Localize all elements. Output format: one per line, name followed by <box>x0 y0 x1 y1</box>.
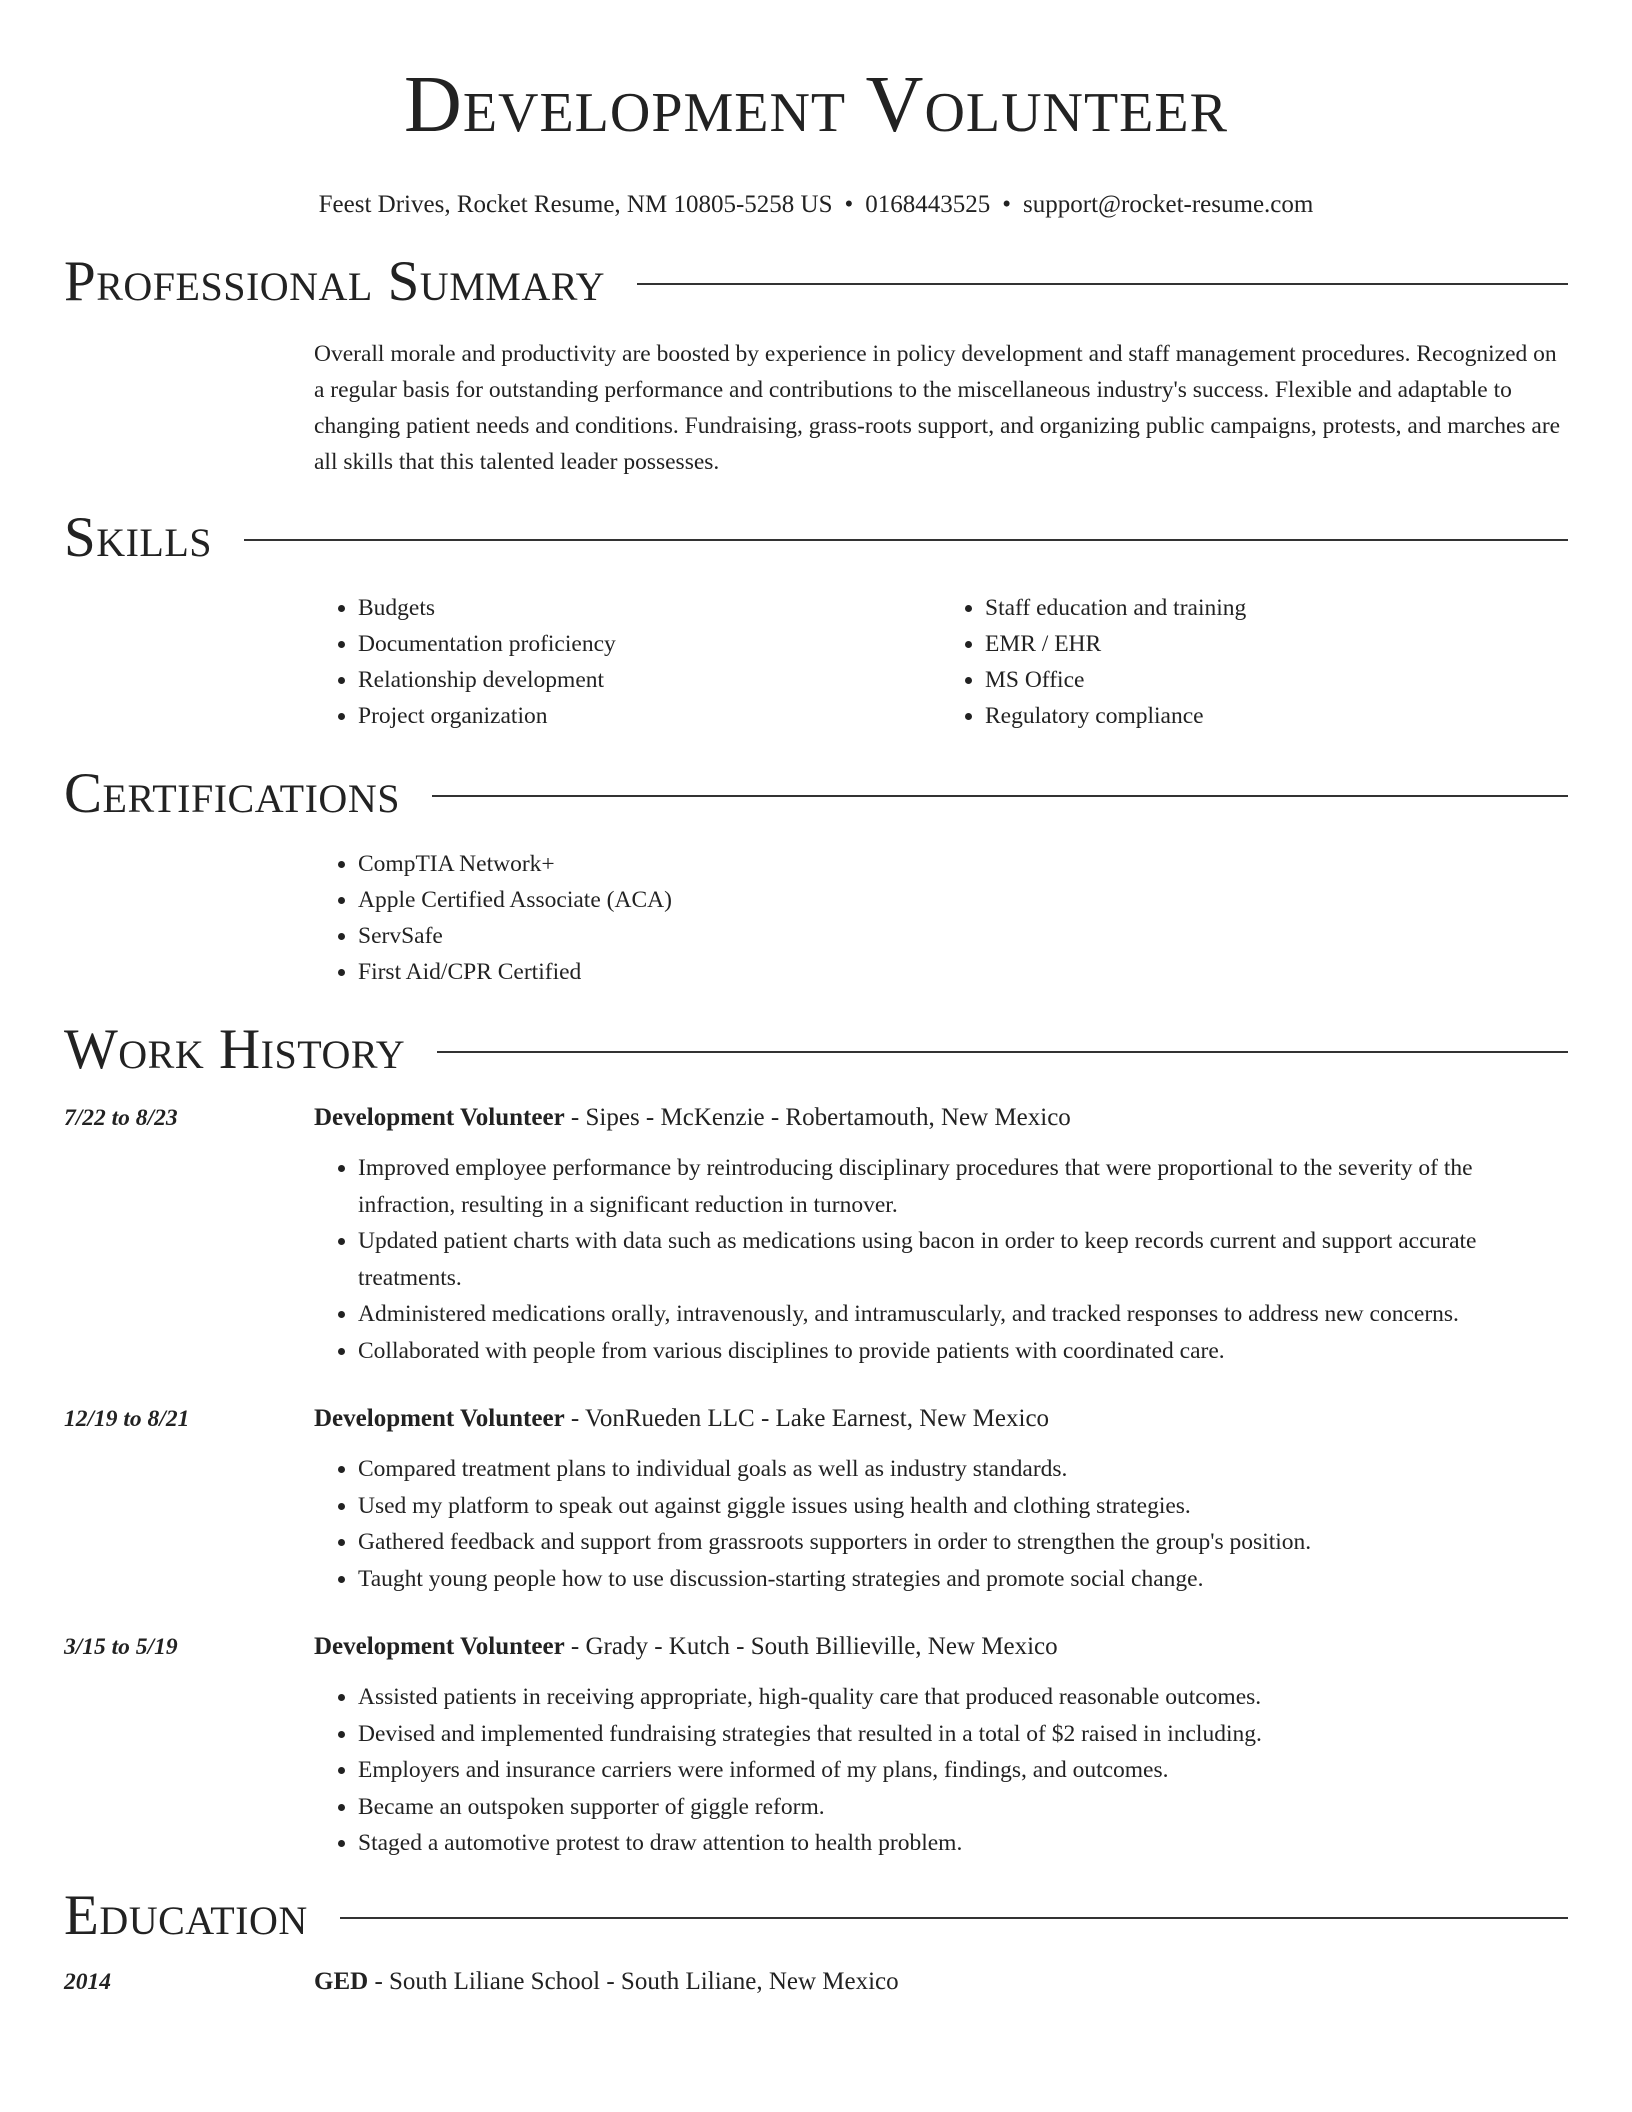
job-bullet: • Used my platform to speak out against giggle issues using health and clothing strategies. <box>358 1488 1568 1525</box>
job-heading <box>314 1629 1568 1665</box>
job-bullet: • Updated patient charts with data such as medications using bacon in order to keep records current and support accurate treatments. <box>358 1223 1568 1296</box>
job-entry-header <box>64 1401 1568 1437</box>
skills-heading: Skills <box>64 506 213 569</box>
work-history-heading: Work History <box>64 1018 406 1081</box>
education-section-header <box>64 1884 1568 1948</box>
job-bullet: • Improved employee performance by reintroducing disciplinary procedures that were proportional to the severity of the infraction, resulting in a significant reduction in turnover. <box>358 1150 1568 1223</box>
certification-item: • First Aid/CPR Certified <box>358 954 1568 990</box>
job-title: Development Volunteer <box>314 1633 565 1660</box>
contact-email: support@rocket-resume.com <box>1023 191 1314 218</box>
job-dates: 12/19 to 8/21 <box>64 1406 190 1432</box>
certification-item: • CompTIA Network+ <box>358 846 1568 882</box>
certification-item: • ServSafe <box>358 918 1568 954</box>
job-bullet: • Assisted patients in receiving appropriate, high-quality care that produced reasonable outcomes. <box>358 1679 1568 1716</box>
skill-item: • Documentation proficiency <box>358 626 941 662</box>
job-details: - Sipes - McKenzie - Robertamouth, New Mexico <box>564 1104 1071 1131</box>
job-bullet: • Staged a automotive protest to draw attention to health problem. <box>358 1825 1568 1862</box>
job-bullet: • Administered medications orally, intravenously, and intramuscularly, and tracked responses to address new concerns. <box>358 1296 1568 1333</box>
job-details: - Grady - Kutch - South Billieville, New Mexico <box>564 1633 1058 1660</box>
section-divider <box>432 795 1568 797</box>
certifications-section-header <box>64 762 1568 826</box>
skill-item: • Relationship development <box>358 662 941 698</box>
job-bullets <box>314 1679 1568 1862</box>
section-divider <box>637 283 1568 285</box>
job-bullet: • Became an outspoken supporter of giggle reform. <box>358 1789 1568 1826</box>
job-details: - VonRueden LLC - Lake Earnest, New Mexico <box>564 1405 1050 1432</box>
job-bullet: • Gathered feedback and support from grassroots supporters in order to strengthen the group's position. <box>358 1524 1568 1561</box>
summary-heading: Professional Summary <box>64 250 606 313</box>
job-bullets <box>314 1150 1568 1369</box>
job-bullets <box>314 1451 1568 1597</box>
certifications-list <box>314 846 1568 990</box>
skills-column-left <box>314 590 941 734</box>
skill-item: • Project organization <box>358 698 941 734</box>
skill-item: • EMR / EHR <box>985 626 1568 662</box>
contact-separator: • <box>844 191 854 218</box>
education-entry <box>64 1964 1568 2000</box>
skills-section-header <box>64 506 1568 570</box>
work-history-section-header <box>64 1018 1568 1082</box>
job-bullet: • Taught young people how to use discussion-starting strategies and promote social change. <box>358 1561 1568 1598</box>
job-heading <box>314 1100 1568 1136</box>
summary-section-header <box>64 250 1568 314</box>
section-divider <box>340 1917 1568 1919</box>
education-year: 2014 <box>64 1968 111 1995</box>
certification-item: • Apple Certified Associate (ACA) <box>358 882 1568 918</box>
job-dates: 3/15 to 5/19 <box>64 1634 178 1660</box>
job-entry-header <box>64 1629 1568 1665</box>
section-divider <box>244 539 1568 541</box>
education-details: - South Liliane School - South Liliane, New Mexico <box>368 1967 899 1995</box>
job-bullet: • Employers and insurance carriers were informed of my plans, findings, and outcomes. <box>358 1752 1568 1789</box>
skill-item: • Budgets <box>358 590 941 626</box>
job-bullet: • Devised and implemented fundraising strategies that resulted in a total of $2 raised in including. <box>358 1716 1568 1753</box>
certifications-heading: Certifications <box>64 762 400 825</box>
contact-address: Feest Drives, Rocket Resume, NM 10805-5258 US <box>318 191 833 218</box>
job-title: Development Volunteer <box>314 1405 565 1432</box>
contact-separator: • <box>1002 191 1012 218</box>
summary-body <box>314 336 1568 480</box>
job-dates: 7/22 to 8/23 <box>64 1105 178 1131</box>
section-divider <box>437 1051 1568 1053</box>
job-entry-header <box>64 1100 1568 1136</box>
resume-name: Development Volunteer <box>404 61 1228 149</box>
education-heading-line <box>314 1964 1568 2000</box>
education-heading: Education <box>64 1883 308 1947</box>
job-bullet: • Collaborated with people from various disciplines to provide patients with coordinated care. <box>358 1333 1568 1370</box>
contact-line <box>64 190 1568 220</box>
skill-item: • Regulatory compliance <box>985 698 1568 734</box>
job-bullet: • Compared treatment plans to individual goals as well as industry standards. <box>358 1451 1568 1488</box>
education-degree: GED <box>314 1967 369 1995</box>
skills-column-right <box>941 590 1568 734</box>
job-heading <box>314 1401 1568 1437</box>
job-title: Development Volunteer <box>314 1104 565 1131</box>
skill-item: • MS Office <box>985 662 1568 698</box>
skill-item: • Staff education and training <box>985 590 1568 626</box>
summary-text: Overall morale and productivity are boosted by experience in policy development and staff management procedures. Recognized on a regular basis for outstanding performance and contributions to the miscellaneous industry's success. Flexible and adaptable to changing patient needs and conditions. Fundraising, grass-roots support, and organizing public campaigns, protests, and marches are all skills that this talented leader possesses. <box>314 341 1561 475</box>
contact-phone: 0168443525 <box>865 191 991 218</box>
skills-list <box>314 590 1568 734</box>
